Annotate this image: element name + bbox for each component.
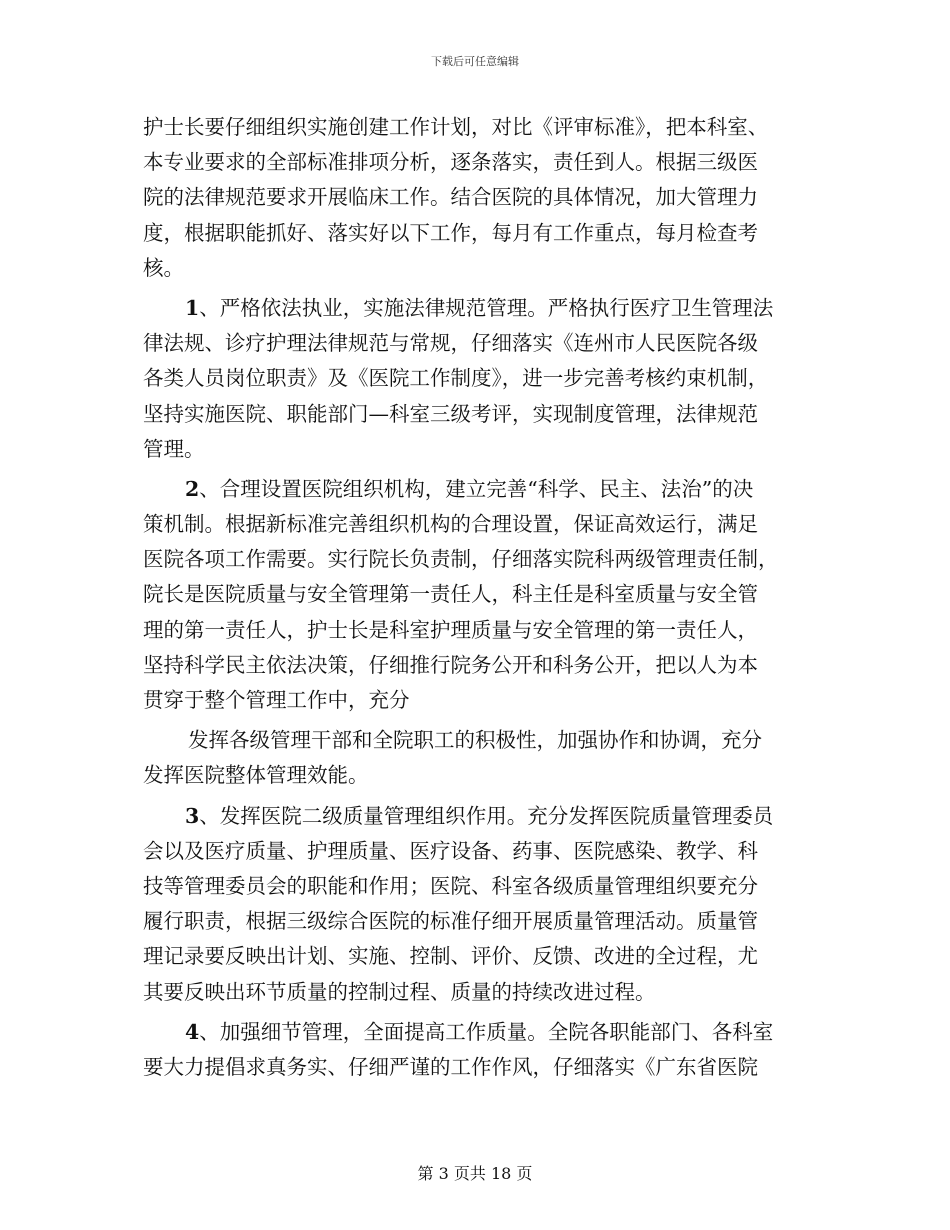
- text-line: 技等管理委员会的职能和作用；医院、科室各级质量管理组织要充分: [143, 873, 758, 898]
- text-line: 履行职责，根据三级综合医院的标准仔细开展质量管理活动。质量管: [143, 909, 758, 934]
- line-text: 、严格依法执业，实施法律规范管理。严格执行医疗卫生管理法: [199, 295, 774, 320]
- text-line: 理记录要反映出计划、实施、控制、评价、反馈、改进的全过程，尤: [143, 944, 758, 969]
- page-footer: 第 3 页共 18 页: [417, 1164, 533, 1183]
- document-body: [143, 110, 803, 1085]
- text-line: 贯穿于整个管理工作中，充分: [143, 688, 410, 712]
- paragraph-intro: [143, 110, 803, 286]
- text-line: 核。: [143, 255, 184, 280]
- item-number: 3: [185, 803, 200, 828]
- text-line: [143, 472, 803, 507]
- text-line: 发挥医院整体管理效能。: [143, 763, 369, 788]
- paragraph-item-3: [143, 799, 803, 1010]
- text-line: [143, 1015, 803, 1050]
- paragraph-item-1: [143, 291, 803, 467]
- text-line: 其要反映出环节质量的控制过程、质量的持续改进过程。: [143, 979, 656, 1004]
- text-line: 管理。: [143, 436, 205, 461]
- text-line: 策机制。根据新标准完善组织机构的合理设置，保证高效运行，满足: [143, 512, 758, 537]
- text-line: [143, 291, 803, 326]
- text-line: 医院各项工作需要。实行院长负责制，仔细落实院科两级管理责任制，: [143, 547, 779, 572]
- text-line: 理的第一责任人，护士长是科室护理质量与安全管理的第一责任人，: [143, 617, 758, 642]
- text-line: [143, 799, 803, 834]
- item-number: 1: [185, 295, 200, 320]
- line-text: 、加强细节管理，全面提高工作质量。全院各职能部门、各科室: [199, 1019, 774, 1044]
- text-line: 本专业要求的全部标准排项分析，逐条落实，责任到人。根据三级医: [143, 150, 758, 175]
- text-line: 各类人员岗位职责》及《医院工作制度》，进一步完善考核约束机制，: [143, 366, 769, 391]
- text-line: 坚持实施医院、职能部门—科室三级考评，实现制度管理，法律规范: [143, 401, 758, 426]
- text-line: 发挥各级管理干部和全院职工的积极性，加强协作和协调，充分: [188, 728, 762, 753]
- text-line: 坚持科学民主依法决策，仔细推行院务公开和科务公开，把以人为本: [143, 652, 758, 677]
- item-number: 2: [185, 476, 200, 501]
- item-number: 4: [185, 1019, 200, 1044]
- text-line: 会以及医疗质量、护理质量、医疗设备、药事、医院感染、教学、科: [143, 838, 758, 863]
- page-header: 下载后可任意编辑: [431, 55, 519, 68]
- paragraph-continuation: [143, 723, 803, 793]
- text-line: 律法规、诊疗护理法律规范与常规，仔细落实《连州市人民医院各级: [143, 331, 758, 356]
- text-line: 要大力提倡求真务实、仔细严谨的工作作风，仔细落实《广东省医院: [143, 1054, 758, 1079]
- text-line: 护士长要仔细组织实施创建工作计划，对比《评审标准》，把本科室、: [143, 115, 769, 139]
- line-text: 、发挥医院二级质量管理组织作用。充分发挥医院质量管理委员: [199, 803, 774, 828]
- line-text: 、合理设置医院组织机构，建立完善“科学、民主、法治”的决: [199, 476, 754, 501]
- text-line: 院的法律规范要求开展临床工作。结合医院的具体情况，加大管理力: [143, 185, 758, 210]
- paragraph-item-2: [143, 472, 803, 718]
- paragraph-item-4: [143, 1015, 803, 1085]
- text-line: 度，根据职能抓好、落实好以下工作，每月有工作重点，每月检查考: [143, 220, 758, 245]
- text-line: 院长是医院质量与安全管理第一责任人，科主任是科室质量与安全管: [143, 582, 758, 607]
